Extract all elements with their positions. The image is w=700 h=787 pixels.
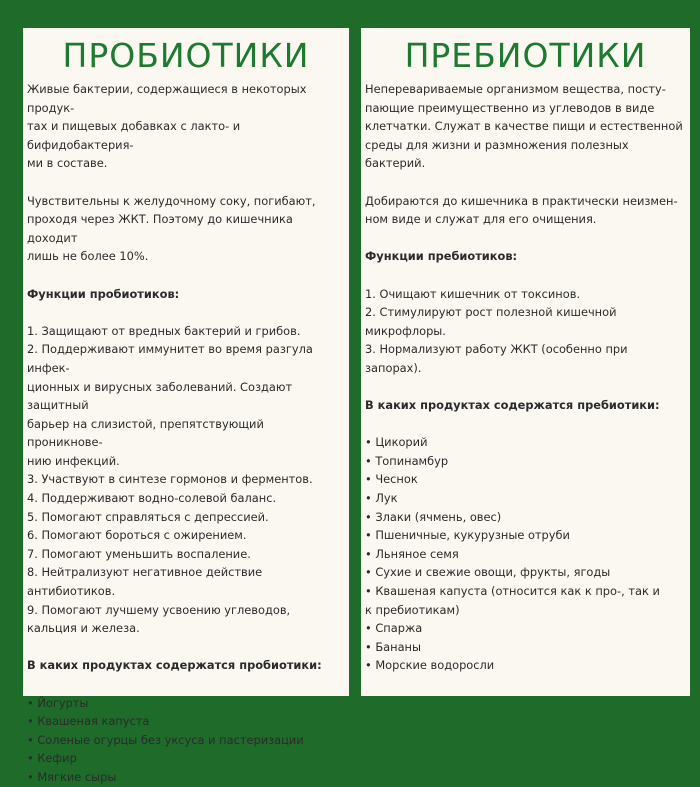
probiotics-product-item: • Квашеная капуста bbox=[27, 714, 150, 729]
spacer bbox=[365, 229, 684, 248]
spacer bbox=[27, 173, 343, 192]
prebiotics-title: ПРЕБИОТИКИ bbox=[404, 36, 647, 75]
prebiotics-intro-line: среды для жизни и размножения полезных bbox=[365, 137, 629, 152]
prebiotics-product-item: • Бананы bbox=[365, 639, 422, 654]
probiotics-sensitivity-line: Чувствительны к желудочному соку, погибают, bbox=[27, 193, 316, 208]
probiotics-function-line: ционных и вирусных заболеваний. Создают защитный bbox=[27, 379, 293, 413]
prebiotics-product-item: • Морские водоросли bbox=[365, 658, 495, 673]
prebiotics-functions-heading: Функции пребиотиков: bbox=[365, 249, 518, 264]
prebiotics-products-heading: В каких продуктах содержатся пребиотики: bbox=[365, 398, 660, 413]
prebiotics-product-item: • Лук bbox=[365, 491, 398, 506]
spacer bbox=[27, 266, 343, 285]
probiotics-function-line: 8. Нейтрализуют негативное действие антибиотиков. bbox=[27, 565, 263, 599]
prebiotics-content bbox=[361, 78, 690, 675]
probiotics-product-item: • Йогурты bbox=[27, 695, 89, 710]
prebiotics-intro-line: бактерий. bbox=[365, 156, 426, 171]
spacer bbox=[27, 303, 343, 322]
spacer bbox=[365, 415, 684, 434]
probiotics-sensitivity-line: проходя через ЖКТ. Поэтому до кишечника доходит bbox=[27, 212, 293, 245]
probiotics-card bbox=[23, 28, 349, 784]
prebiotics-function-line: 1. Очищают кишечник от токсинов. bbox=[365, 286, 581, 301]
prebiotics-product-item: • Цикорий bbox=[365, 435, 428, 450]
spacer bbox=[27, 638, 343, 657]
spacer bbox=[365, 378, 684, 397]
prebiotics-function-line: 3. Нормализуют работу ЖКТ (особенно при запорах). bbox=[365, 342, 628, 375]
probiotics-product-item: • Мягкие сыры bbox=[27, 769, 117, 784]
prebiotics-product-item: • Чеснок bbox=[365, 472, 418, 487]
probiotics-function-line: кальция и железа. bbox=[27, 621, 140, 636]
probiotics-product-item: • Соленые огурцы без уксуса и пастеризации bbox=[27, 732, 304, 747]
probiotics-intro-line: ми в составе. bbox=[27, 156, 108, 171]
prebiotics-product-item: • Спаржа bbox=[365, 621, 423, 636]
prebiotics-intro-line: пающие преимущественно из углеводов в виде bbox=[365, 100, 655, 115]
spacer bbox=[27, 675, 343, 694]
prebiotics-product-item: • Сухие и свежие овощи, фрукты, ягоды bbox=[365, 565, 611, 580]
probiotics-function-line: барьер на слизистой, препятствующий проникнове- bbox=[27, 416, 264, 450]
probiotics-function-line: 1. Защищают от вредных бактерий и грибов. bbox=[27, 323, 301, 338]
probiotics-products-heading: В каких продуктах содержатся пробиотики: bbox=[27, 658, 322, 673]
spacer bbox=[365, 266, 684, 285]
probiotics-function-line: 5. Помогают справляться с депрессией. bbox=[27, 509, 269, 524]
probiotics-function-line: нию инфекций. bbox=[27, 453, 120, 468]
prebiotics-function-line: 2. Стимулируют рост полезной кишечной bbox=[365, 305, 617, 320]
prebiotics-intro-line: Неперевариваемые организмом вещества, посту- bbox=[365, 82, 666, 96]
probiotics-function-line: 9. Помогают лучшему усвоению углеводов, bbox=[27, 602, 291, 617]
prebiotics-function-line: микрофлоры. bbox=[365, 323, 446, 338]
probiotics-product-item: • Кефир bbox=[27, 751, 77, 766]
probiotics-title: ПРОБИОТИКИ bbox=[62, 36, 310, 75]
prebiotics-card bbox=[361, 28, 690, 696]
prebiotics-product-item: • Льняное семя bbox=[365, 546, 459, 561]
probiotics-content bbox=[23, 78, 349, 787]
probiotics-function-line: 6. Помогают бороться с ожирением. bbox=[27, 528, 247, 543]
prebiotics-product-item: • Топинамбур bbox=[365, 453, 449, 468]
prebiotics-intro-line: клетчатки. Служат в качестве пищи и естественной bbox=[365, 119, 683, 134]
probiotics-function-line: 7. Помогают уменьшить воспаление. bbox=[27, 546, 251, 561]
prebiotics-product-item: • Квашеная капуста (относится как к про-, так и bbox=[365, 584, 660, 599]
spacer bbox=[365, 173, 684, 192]
prebiotics-reach-line: Добираются до кишечника в практически неизмен- bbox=[365, 193, 678, 208]
prebiotics-reach-line: ном виде и служат для его очищения. bbox=[365, 212, 597, 227]
probiotics-function-line: 2. Поддерживают иммунитет во время разгула инфек- bbox=[27, 342, 313, 375]
prebiotics-product-item: • Злаки (ячмень, овес) bbox=[365, 509, 502, 524]
probiotics-function-line: 4. Поддерживают водно-солевой баланс. bbox=[27, 491, 277, 506]
probiotics-functions-heading: Функции пробиотиков: bbox=[27, 286, 180, 301]
prebiotics-product-item: к пребиотикам) bbox=[365, 602, 460, 617]
prebiotics-product-item: • Пшеничные, кукурузные отруби bbox=[365, 528, 570, 543]
probiotics-intro-line: тах и пищевых добавках с лакто- и бифидобактерия- bbox=[27, 119, 241, 152]
probiotics-intro-line: Живые бактерии, содержащиеся в некоторых продук- bbox=[27, 82, 307, 115]
probiotics-sensitivity-line: лишь не более 10%. bbox=[27, 249, 149, 264]
probiotics-function-line: 3. Участвуют в синтезе гормонов и ферментов. bbox=[27, 472, 313, 487]
